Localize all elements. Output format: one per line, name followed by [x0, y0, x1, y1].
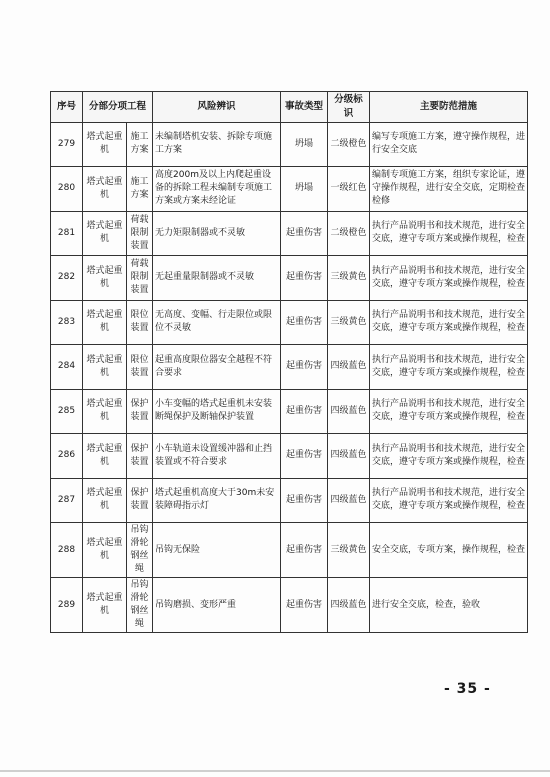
cell-risk-level: 四级蓝色 — [328, 478, 370, 523]
cell-risk: 高度200m及以上内爬起重设备的拆除工程未编制专项施工方案或方案未经论证 — [153, 167, 281, 212]
cell-sub-project: 限位装置 — [127, 345, 153, 390]
cell-risk-level: 一级红色 — [328, 167, 370, 212]
cell-risk: 塔式起重机高度大于30m未安装障碍指示灯 — [153, 478, 281, 523]
cell-major-project: 塔式起重机 — [83, 389, 127, 434]
cell-accident-type: 起重伤害 — [281, 211, 328, 256]
cell-row-number: 283 — [51, 300, 83, 345]
header-level: 分级标识 — [328, 92, 370, 123]
cell-risk: 无起重量限制器或不灵敏 — [153, 256, 281, 301]
cell-sub-project: 施工方案 — [127, 167, 153, 212]
cell-measures: 执行产品说明书和技术规范，进行安全交底，遵守专项方案或操作规程，检查 — [370, 256, 528, 301]
cell-accident-type: 起重伤害 — [281, 478, 328, 523]
cell-row-number: 285 — [51, 389, 83, 434]
cell-measures: 执行产品说明书和技术规范，进行安全交底，遵守专项方案或操作规程，检查 — [370, 389, 528, 434]
cell-sub-project: 保护装置 — [127, 389, 153, 434]
cell-major-project: 塔式起重机 — [83, 300, 127, 345]
cell-accident-type: 起重伤害 — [281, 434, 328, 479]
cell-risk: 起重高度限位器安全越程不符合要求 — [153, 345, 281, 390]
cell-sub-project: 保护装置 — [127, 478, 153, 523]
cell-accident-type: 起重伤害 — [281, 345, 328, 390]
header-measures: 主要防范措施 — [370, 92, 528, 123]
cell-row-number: 282 — [51, 256, 83, 301]
cell-measures: 执行产品说明书和技术规范，进行安全交底，遵守专项方案或操作规程，检查 — [370, 300, 528, 345]
cell-measures: 编写专项施工方案，遵守操作规程，进行安全交底 — [370, 122, 528, 167]
cell-measures: 执行产品说明书和技术规范，进行安全交底，遵守专项方案或操作规程，检查 — [370, 434, 528, 479]
cell-row-number: 281 — [51, 211, 83, 256]
cell-accident-type: 坍塌 — [281, 122, 328, 167]
cell-risk-level: 四级蓝色 — [328, 389, 370, 434]
header-accident-type: 事故类型 — [281, 92, 328, 123]
cell-measures: 进行安全交底，检查，验收 — [370, 578, 528, 633]
cell-accident-type: 起重伤害 — [281, 300, 328, 345]
cell-major-project: 塔式起重机 — [83, 122, 127, 167]
cell-row-number: 288 — [51, 523, 83, 578]
cell-accident-type: 坍塌 — [281, 167, 328, 212]
table-row — [51, 167, 528, 212]
cell-risk-level: 四级蓝色 — [328, 578, 370, 633]
cell-major-project: 塔式起重机 — [83, 167, 127, 212]
cell-major-project: 塔式起重机 — [83, 578, 127, 633]
header-project: 分部分项工程 — [83, 92, 153, 123]
table-row — [51, 434, 528, 479]
header-risk: 风险辨识 — [153, 92, 281, 123]
table-row — [51, 478, 528, 523]
table-row — [51, 345, 528, 390]
cell-major-project: 塔式起重机 — [83, 478, 127, 523]
cell-risk-level: 三级黄色 — [328, 256, 370, 301]
table-body — [51, 122, 528, 633]
cell-risk-level: 三级黄色 — [328, 300, 370, 345]
cell-risk: 小车变幅的塔式起重机未安装断绳保护及断轴保护装置 — [153, 389, 281, 434]
cell-sub-project: 施工方案 — [127, 122, 153, 167]
table-row — [51, 300, 528, 345]
table-row — [51, 523, 528, 578]
cell-risk: 吊钩磨损、变形严重 — [153, 578, 281, 633]
cell-risk: 无高度、变幅、行走限位或限位不灵敏 — [153, 300, 281, 345]
risk-table — [50, 91, 528, 633]
table-row — [51, 256, 528, 301]
cell-measures: 编制专项施工方案，组织专家论证，遵守操作规程，进行安全交底，定期检查检修 — [370, 167, 528, 212]
cell-accident-type: 起重伤害 — [281, 578, 328, 633]
cell-major-project: 塔式起重机 — [83, 345, 127, 390]
table-row — [51, 211, 528, 256]
cell-major-project: 塔式起重机 — [83, 256, 127, 301]
cell-sub-project: 吊钩滑轮钢丝绳 — [127, 523, 153, 578]
scan-edge-divider — [0, 770, 550, 772]
cell-row-number: 287 — [51, 478, 83, 523]
cell-risk-level: 四级蓝色 — [328, 434, 370, 479]
cell-risk-level: 二级橙色 — [328, 211, 370, 256]
cell-risk-level: 二级橙色 — [328, 122, 370, 167]
cell-row-number: 289 — [51, 578, 83, 633]
cell-major-project: 塔式起重机 — [83, 211, 127, 256]
cell-sub-project: 荷载限制装置 — [127, 256, 153, 301]
cell-risk-level: 四级蓝色 — [328, 345, 370, 390]
cell-measures: 执行产品说明书和技术规范，进行安全交底，遵守专项方案或操作规程，检查 — [370, 345, 528, 390]
cell-row-number: 286 — [51, 434, 83, 479]
cell-risk-level: 三级黄色 — [328, 523, 370, 578]
cell-sub-project: 保护装置 — [127, 434, 153, 479]
cell-accident-type: 起重伤害 — [281, 389, 328, 434]
cell-accident-type: 起重伤害 — [281, 523, 328, 578]
table-row — [51, 389, 528, 434]
cell-measures: 安全交底，专项方案，操作规程，检查 — [370, 523, 528, 578]
cell-sub-project: 限位装置 — [127, 300, 153, 345]
cell-risk: 无力矩限制器或不灵敏 — [153, 211, 281, 256]
cell-major-project: 塔式起重机 — [83, 434, 127, 479]
cell-measures: 执行产品说明书和技术规范，进行安全交底，遵守专项方案或操作规程，检查 — [370, 211, 528, 256]
cell-risk: 吊钩无保险 — [153, 523, 281, 578]
cell-sub-project: 荷载限制装置 — [127, 211, 153, 256]
cell-row-number: 284 — [51, 345, 83, 390]
cell-risk: 小车轨道未设置缓冲器和止挡装置或不符合要求 — [153, 434, 281, 479]
header-no: 序号 — [51, 92, 83, 123]
cell-accident-type: 起重伤害 — [281, 256, 328, 301]
cell-row-number: 279 — [51, 122, 83, 167]
cell-major-project: 塔式起重机 — [83, 523, 127, 578]
cell-risk: 未编制塔机安装、拆除专项施工方案 — [153, 122, 281, 167]
cell-sub-project: 吊钩滑轮钢丝绳 — [127, 578, 153, 633]
table-header — [51, 92, 528, 123]
cell-row-number: 280 — [51, 167, 83, 212]
table-row — [51, 578, 528, 633]
table-row — [51, 122, 528, 167]
cell-measures: 执行产品说明书和技术规范，进行安全交底，遵守专项方案或操作规程，检查 — [370, 478, 528, 523]
page-number: - 35 - — [444, 681, 491, 697]
